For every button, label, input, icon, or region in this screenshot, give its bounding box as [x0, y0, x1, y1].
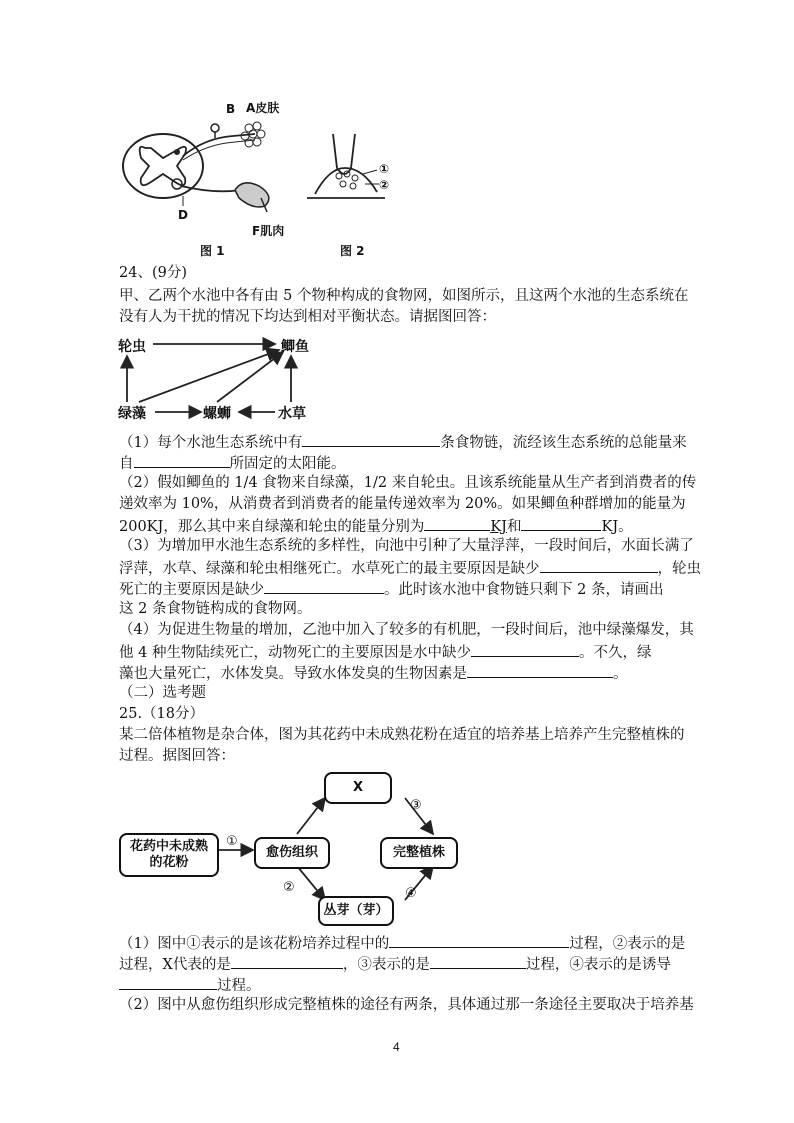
q24-p4b: 他 4 种生物陆续死亡，动物死亡的主要原因是水中缺少 — [119, 645, 471, 661]
label-step2: ② — [283, 880, 295, 895]
arrow-step2 — [297, 866, 325, 900]
node-shuicao: 水草 — [278, 406, 306, 422]
q24-part1-line1 — [119, 431, 687, 453]
q24-p4c: 。不久，绿 — [578, 645, 652, 661]
arrow-lvzao-jiyu — [139, 350, 279, 402]
q24-p3e: 。此时该水池中食物链只剩下 2 条，请画出 — [384, 582, 664, 598]
q25-intro-2: 过程。据图回答： — [119, 748, 235, 764]
q24-blank-animal-death-cause[interactable] — [471, 641, 579, 657]
q25-heading: 25.（18分） — [119, 706, 205, 722]
q24-part3-line3 — [119, 578, 663, 600]
q24-part3-line4: 这 2 条食物链构成的食物网。 — [119, 601, 312, 617]
q25-p1a: （1）图中①表示的是该花粉培养过程中的 — [119, 936, 390, 952]
node-lvzao: 绿藻 — [118, 406, 146, 422]
label-f-muscle: F肌肉 — [252, 224, 285, 238]
label-d: D — [178, 208, 188, 222]
box-x: X — [324, 772, 392, 804]
q24-p3c: ，轮虫 — [657, 561, 701, 577]
arrow-luosi-jiyu — [217, 352, 283, 402]
q24-heading: 24、(9分) — [119, 265, 187, 281]
label-a-skin: A皮肤 — [246, 101, 280, 115]
q25-blank-step4[interactable] — [119, 974, 217, 990]
q24-part4-line3 — [119, 662, 628, 684]
box-immature-pollen — [119, 833, 219, 877]
box-immature-pollen-line1: 花药中未成熟 — [129, 839, 208, 854]
q25-p1c: 过程，X代表的是 — [119, 957, 231, 973]
q24-p1a: （1）每个水池生态系统中有 — [119, 435, 303, 451]
q25-blank-x[interactable] — [231, 953, 343, 969]
q24-p1d: 所固定的太阳能。 — [229, 456, 346, 472]
box-callus: 愈伤组织 — [254, 837, 330, 869]
box-bud: 丛芽（芽） — [318, 896, 394, 926]
arrow-step-to-x — [297, 798, 325, 834]
fig2-caption: 图 2 — [340, 244, 365, 258]
label-step1: ① — [226, 834, 238, 849]
q24-blank-chain-count[interactable] — [302, 431, 440, 447]
q24-p2e: 和 — [506, 519, 522, 535]
label-circle-2: ② — [379, 178, 390, 192]
q25-p1e: 过程，④表示的是诱导 — [525, 957, 671, 973]
q25-blank-step3[interactable] — [430, 953, 526, 969]
q24-part3-line1: （3）为增加甲水池生态系统的多样性，向池中引种了大量浮萍，一段时间后，水面长满了 — [119, 538, 694, 554]
q24-blank-lunchong-cause[interactable] — [264, 578, 384, 594]
q24-p4d: 藻也大量死亡，水体发臭。导致水体发臭的生物因素是 — [119, 666, 467, 682]
node-lunchong: 轮虫 — [118, 339, 146, 355]
q24-part2-line1: （2）假如鲫鱼的 1/4 食物来自绿藻，1/2 来自轮虫。且该系统能量从生产者到消费者的传 — [119, 475, 697, 491]
node-luosi: 螺蛳 — [203, 406, 231, 422]
box-complete-plant: 完整植株 — [380, 837, 458, 869]
label-b: B — [226, 102, 236, 116]
q24-blank-energy-source[interactable] — [134, 452, 230, 468]
q24-intro-2: 没有人为干扰的情况下均达到相对平衡状态。请据图回答： — [119, 309, 496, 325]
q25-p1d: ，③表示的是 — [342, 957, 430, 973]
q24-blank-lvzao-energy[interactable] — [424, 515, 490, 531]
q25-intro-1: 某二倍体植物是杂合体，图为其花药中未成熟花粉在适宜的培养基上培养产生完整植株的 — [119, 727, 685, 743]
q24-blank-lunchong-energy[interactable] — [521, 515, 601, 531]
q24-p2c: 200KJ，那么其中来自绿藻和轮虫的能量分别为 — [119, 519, 425, 535]
q24-intro-1: 甲、乙两个水池中各有由 5 个物种构成的食物网，如图所示，且这两个水池的生态系统在 — [119, 288, 689, 304]
q24-part3-line2 — [119, 557, 701, 579]
label-step3: ③ — [410, 798, 422, 813]
q24-blank-odor-factor[interactable] — [467, 662, 613, 678]
q25-p1b: 过程，②表示的是 — [569, 936, 686, 952]
page-number: 4 — [393, 1040, 400, 1054]
q25-part1-line1 — [119, 932, 685, 954]
q24-part2-line2: 递效率为 10%，从消费者到消费者的能量传递效率为 20%。如果鲫鱼种群增加的能量为 — [119, 496, 686, 512]
q25-part2-line1: （2）图中从愈伤组织形成完整植株的途径有两条，具体通过那一条途径主要取决于培养基 — [119, 997, 694, 1013]
q25-part1-line3 — [119, 974, 261, 996]
label-step4: ④ — [405, 886, 417, 901]
q25-part1-line2 — [119, 953, 671, 975]
synapse-figure — [307, 134, 385, 198]
q25-blank-step1[interactable] — [389, 932, 569, 948]
q24-part4-line2 — [119, 641, 651, 663]
section-heading-elective: （二）选考题 — [119, 685, 206, 701]
q24-p4e: 。 — [613, 666, 628, 682]
q24-part2-line3 — [119, 515, 633, 537]
q24-blank-shuicao-cause[interactable] — [540, 557, 658, 573]
q25-p1f: 过程。 — [217, 978, 261, 994]
q24-p2d: KJ — [490, 519, 507, 535]
q24-p2f: KJ。 — [601, 519, 633, 535]
box-immature-pollen-line2: 的花粉 — [149, 855, 189, 870]
q24-p3d: 死亡的主要原因是缺少 — [119, 582, 264, 598]
q24-part4-line1: （4）为促进生物量的增加，乙池中加入了较多的有机肥，一段时间后，池中绿藻爆发，其 — [119, 622, 694, 638]
label-circle-1: ① — [379, 162, 390, 176]
q24-p1c: 自 — [119, 456, 134, 472]
q24-part1-line2 — [119, 452, 346, 474]
q24-p1b: 条食物链，流经该生态系统的总能量来 — [440, 435, 687, 451]
fig1-caption: 图 1 — [200, 244, 225, 258]
q24-p3b: 浮萍，水草、绿藻和轮虫相继死亡。水草死亡的最主要原因是缺少 — [119, 561, 540, 577]
node-jiyu: 鲫鱼 — [281, 339, 309, 355]
